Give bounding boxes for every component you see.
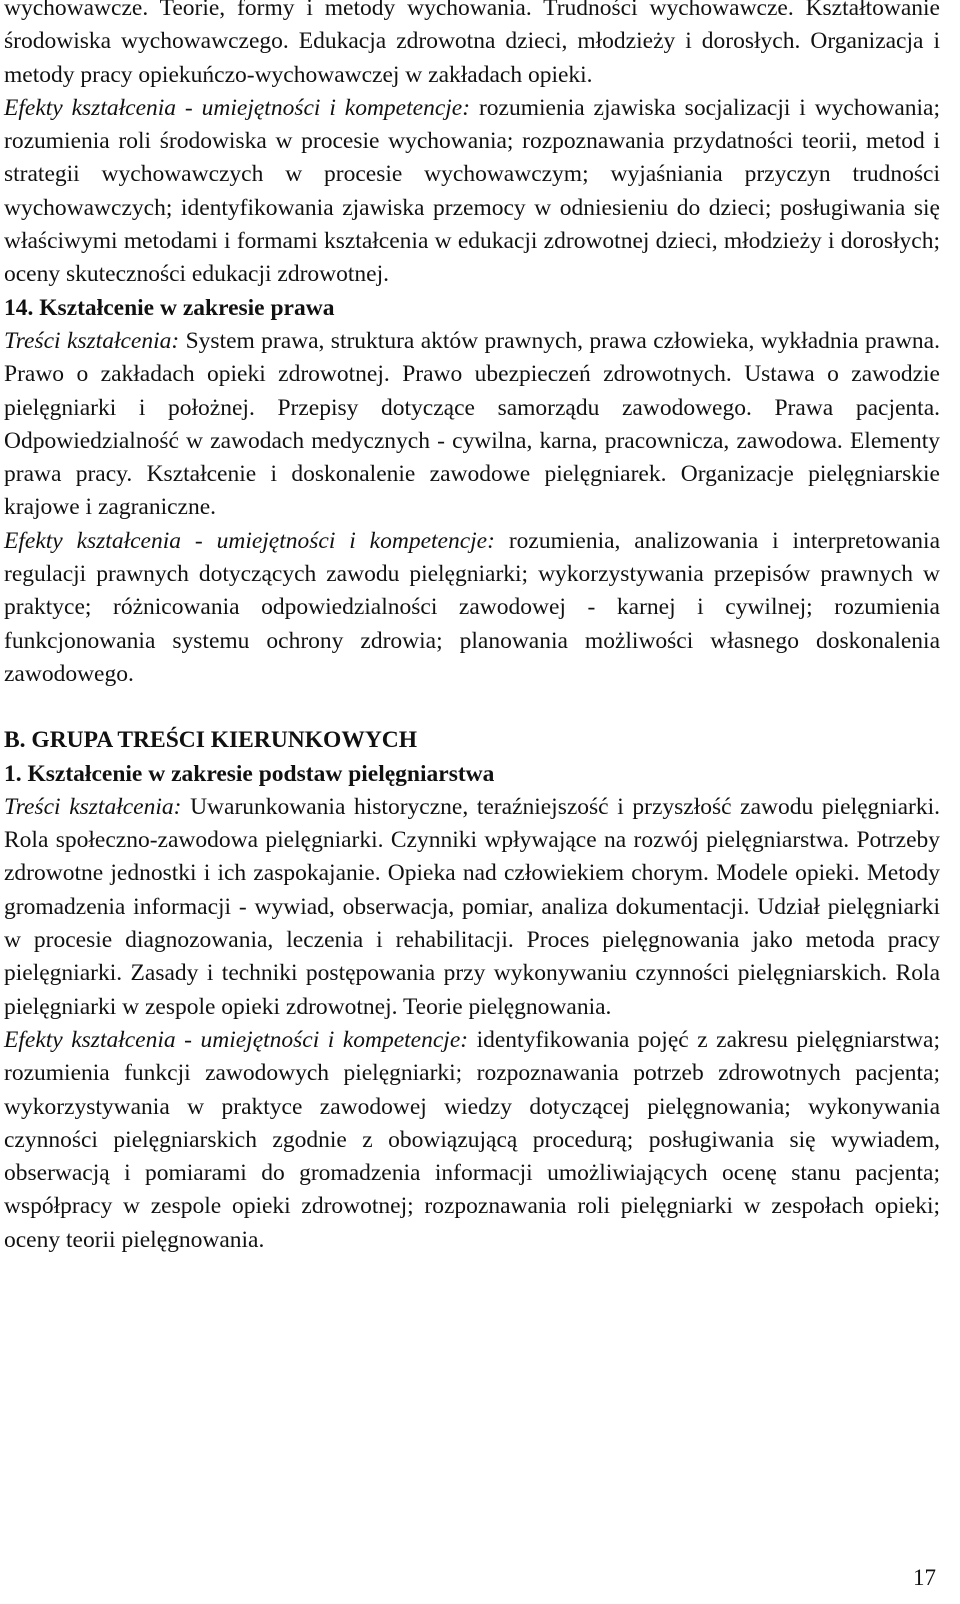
paragraph-text: wychowawcze. Teorie, formy i metody wychowania. Trudności wychowawcze. Kształtowanie środowiska wychowawczego. Edukacja zdrowotna dzieci, młodzieży i dorosłych. Organizacja i metody pracy opiekuńczo-wychowawczej w zakładach opieki. — [4, 0, 940, 88]
paragraph-text: System prawa, struktura aktów prawnych, prawa człowieka, wykładnia prawna. Prawo o zakładach opieki zdrowotnej. Prawo ubezpieczeń zdrowotnych. Ustawa o zawodzie pielęgniarki i położnej. Przepisy dotyczące samorządu zawodowego. Prawa pacjenta. Odpowiedzialność w zawodach medycznych - cywilna, karna, pracownicza, zawodowa. Elementy prawa pracy. Kształcenie i doskonalenie zawodowe pielęgniarek. Organizacje pielęgniarskie krajowe i zagraniczne. — [4, 327, 940, 521]
section-heading: 1. Kształcenie w zakresie podstaw pielęgniarstwa — [4, 760, 495, 787]
group-heading: B. GRUPA TREŚCI KIERUNKOWYCH — [4, 727, 418, 754]
paragraph-text: rozumienia, analizowania i interpretowania regulacji prawnych dotyczących zawodu pielęgniarki; wykorzystywania przepisów prawnych w praktyce; różnicowania odpowiedzialności zawodowej - karnej i cywilnej; rozumienia funkcjonowania systemu ochrony zdrowia; planowania możliwości własnego doskonalenia zawodowego. — [4, 527, 941, 687]
content-label: Treści kształcenia: — [4, 793, 182, 820]
paragraph-text: rozumienia zjawiska socjalizacji i wychowania; rozumienia roli środowiska w procesie wychowania; rozpoznawania przydatności teorii, metod i strategii wychowawczych w procesie wychowawczym; wyjaśniania przyczyn trudności wychowawczych; identyfikowania zjawiska przemocy w odniesieniu do dzieci; posługiwania się właściwymi metodami i formami kształcenia w edukacji zdrowotnej dzieci, młodzieży i dorosłych; oceny skuteczności edukacji zdrowotnej. — [4, 94, 941, 288]
spacer — [4, 691, 940, 724]
paragraph-learning-outcomes — [4, 1024, 940, 1257]
paragraph-text: Uwarunkowania historyczne, teraźniejszość i przyszłość zawodu pielęgniarki. Rola społeczno-zawodowa pielęgniarki. Czynniki wpływające na rozwój pielęgniarstwa. Potrzeby zdrowotne jednostki i ich zaspokajanie. Opieka nad człowiekiem chorym. Modele opieki. Metody gromadzenia informacji - wywiad, obserwacja, pomiar, analiza dokumentacji. Udział pielęgniarki w procesie diagnozowania, leczenia i rehabilitacji. Proces pielęgnowania jako metoda pracy pielęgniarki. Zasady i techniki postępowania przy wykonywaniu czynności pielęgniarskich. Rola pielęgniarki w zespole opieki zdrowotnej. Teorie pielęgnowania. — [4, 793, 940, 1020]
paragraph-continuation — [4, 0, 940, 92]
paragraph-content — [4, 325, 940, 525]
paragraph-learning-outcomes — [4, 92, 940, 292]
paragraph-text: identyfikowania pojęć z zakresu pielęgniarstwa; rozumienia funkcji zawodowych pielęgniarki; rozpoznawania potrzeb zdrowotnych pacjenta; wykorzystywania w praktyce zawodowej wiedzy dotyczącej pielęgnowania; wykonywania czynności pielęgniarskich zgodnie z obowiązującą procedurą; posługiwania się wywiadem, obserwacją i pomiarami do gromadzenia informacji umożliwiających ocenę stanu pacjenta; współpracy w zespole opieki zdrowotnej; rozpoznawania roli pielęgniarki w zespołach opieki; oceny teorii pielęgnowania. — [4, 1026, 940, 1253]
learning-outcomes-label: Efekty kształcenia - umiejętności i kompetencje: — [4, 94, 471, 121]
learning-outcomes-label: Efekty kształcenia - umiejętności i kompetencje: — [4, 1026, 469, 1053]
page-number: 17 — [913, 1565, 936, 1590]
document-page — [4, 0, 940, 1257]
learning-outcomes-label: Efekty kształcenia - umiejętności i kompetencje: — [4, 527, 495, 554]
section-heading: 14. Kształcenie w zakresie prawa — [4, 294, 335, 321]
content-label: Treści kształcenia: — [4, 327, 180, 354]
paragraph-content — [4, 791, 940, 1024]
paragraph-learning-outcomes — [4, 525, 940, 691]
